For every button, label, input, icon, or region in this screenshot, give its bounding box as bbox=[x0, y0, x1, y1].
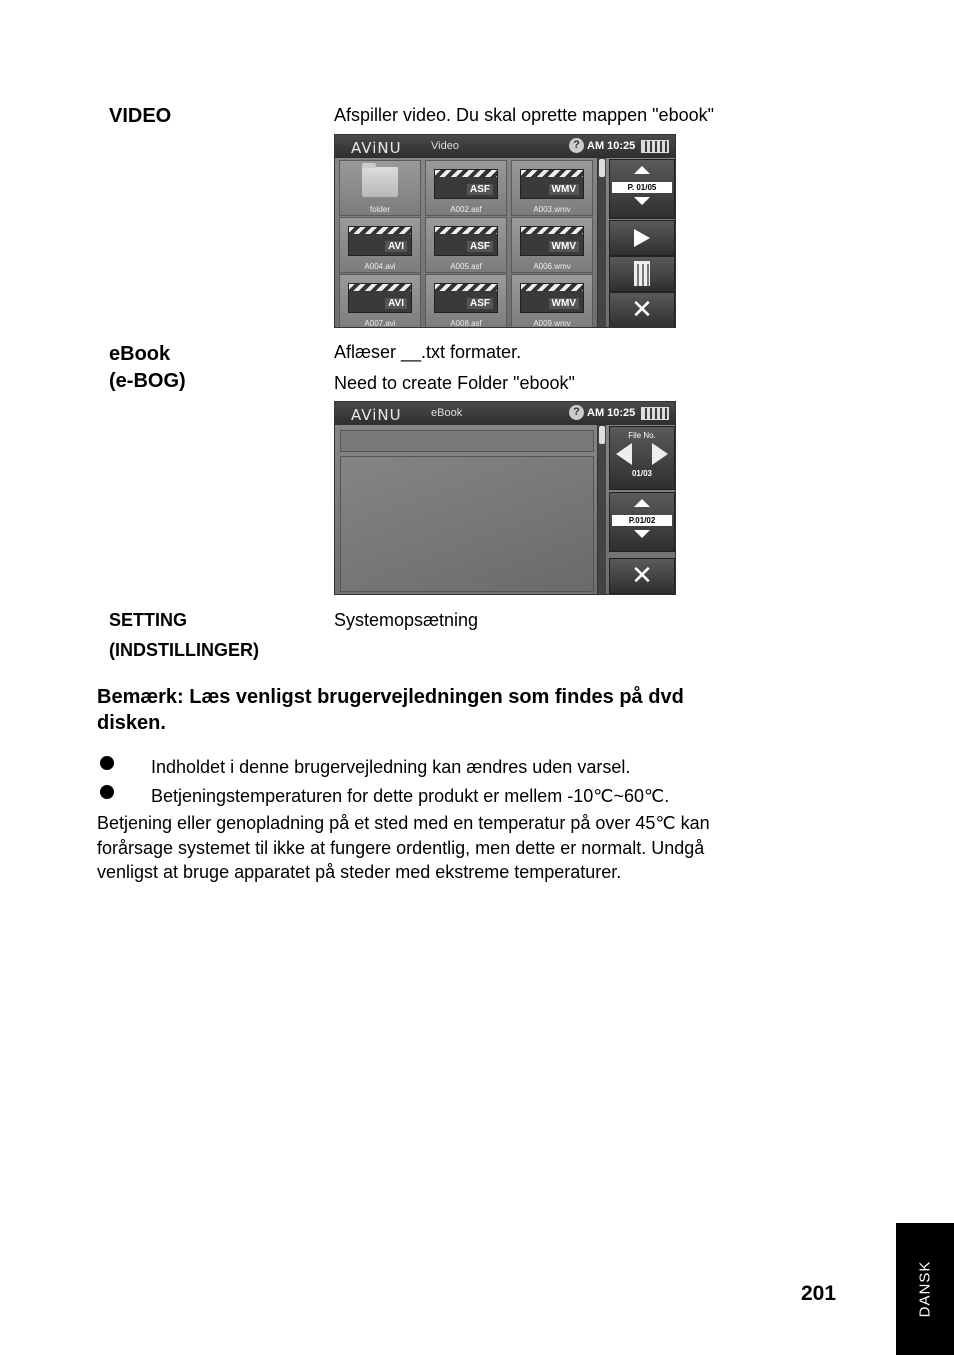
ebook-description: Aflæser __.txt formater. bbox=[334, 342, 522, 362]
prev-file-button[interactable] bbox=[616, 443, 632, 465]
bullet-text: Betjeningstemperaturen for dette produkt er mellem -10℃~60℃. bbox=[151, 786, 670, 806]
ebook-label: eBook bbox=[109, 343, 171, 365]
page-nav-panel bbox=[609, 492, 675, 552]
close-button[interactable] bbox=[609, 558, 675, 594]
mode-title: eBook bbox=[431, 407, 463, 419]
close-icon: ✕ bbox=[631, 295, 653, 325]
language-tab-label: DANSK bbox=[916, 1260, 934, 1318]
file-tile[interactable] bbox=[339, 217, 421, 273]
video-label: VIDEO bbox=[109, 105, 172, 127]
bullet-text: Indholdet i denne brugervejledning kan ændres uden varsel. bbox=[151, 757, 631, 777]
file-tile[interactable] bbox=[511, 160, 593, 216]
paragraph-line: venligst at bruge apparatet på steder med ekstreme temperaturer. bbox=[97, 862, 622, 882]
file-name: A005.asf bbox=[450, 262, 482, 271]
language-tab bbox=[896, 1223, 954, 1355]
ebook-topbar bbox=[335, 402, 675, 425]
note-heading: Bemærk: Læs venligst brugervejledningen som findes på dvd bbox=[97, 686, 684, 708]
close-icon: ✕ bbox=[631, 561, 653, 591]
up-arrow-icon bbox=[634, 499, 650, 507]
video-screenshot bbox=[334, 134, 676, 328]
file-number: 01/03 bbox=[631, 469, 653, 478]
battery-icon bbox=[641, 407, 669, 420]
page-up-button[interactable] bbox=[610, 499, 674, 507]
format-badge: AVI bbox=[385, 298, 407, 309]
format-badge: WMV bbox=[549, 298, 579, 309]
avinu-logo: AViNU bbox=[351, 139, 402, 157]
help-icon[interactable]: ? bbox=[569, 405, 584, 420]
page-indicator: P. 01/05 bbox=[612, 182, 672, 193]
file-tile[interactable] bbox=[511, 274, 593, 328]
file-nav-panel bbox=[609, 426, 675, 490]
bullet-dot bbox=[100, 785, 114, 799]
clapperboard-icon bbox=[520, 169, 584, 199]
clapperboard-icon bbox=[348, 226, 412, 256]
file-name: A002.asf bbox=[450, 205, 482, 214]
setting-label-sub: (INDSTILLINGER) bbox=[109, 640, 259, 660]
clock: AM 10:25 bbox=[587, 407, 636, 419]
file-name: A004.avi bbox=[364, 262, 396, 271]
scrollbar[interactable] bbox=[597, 158, 606, 327]
ebook-label-sub: (e-BOG) bbox=[109, 370, 186, 392]
file-name: A003.wmv bbox=[533, 205, 571, 214]
file-name: folder bbox=[369, 205, 390, 214]
video-description: Afspiller video. Du skal oprette mappen "ebook" bbox=[334, 105, 714, 125]
page-up-button[interactable] bbox=[610, 166, 674, 174]
setting-description: Systemopsætning bbox=[334, 610, 479, 630]
clapperboard-icon bbox=[434, 169, 498, 199]
file-tile[interactable] bbox=[339, 274, 421, 328]
clapperboard-icon bbox=[520, 226, 584, 256]
ebook-description-folder: Need to create Folder "ebook" bbox=[334, 373, 575, 393]
format-badge: WMV bbox=[549, 241, 579, 252]
clapperboard-icon bbox=[434, 283, 498, 313]
setting-label: SETTING bbox=[109, 610, 188, 630]
mode-title: Video bbox=[431, 140, 459, 152]
file-name: A006.wmv bbox=[533, 262, 571, 271]
page-number: 201 bbox=[801, 1282, 837, 1305]
file-name: A007.avi bbox=[364, 319, 396, 328]
file-no-label: File No. bbox=[628, 431, 656, 440]
play-button[interactable] bbox=[609, 220, 675, 256]
clapperboard-icon bbox=[520, 283, 584, 313]
video-topbar bbox=[335, 135, 675, 158]
ebook-text-area bbox=[340, 456, 594, 592]
page-down-button[interactable] bbox=[610, 530, 674, 538]
format-badge: WMV bbox=[549, 184, 579, 195]
bullet-dot bbox=[100, 756, 114, 770]
clock: AM 10:25 bbox=[587, 140, 636, 152]
file-tile[interactable] bbox=[425, 160, 507, 216]
ebook-screenshot bbox=[334, 401, 676, 595]
note-heading-cont: disken. bbox=[97, 712, 166, 734]
file-name: A008.asf bbox=[450, 319, 482, 328]
scrollbar-thumb[interactable] bbox=[599, 159, 605, 177]
scrollbar-thumb[interactable] bbox=[599, 426, 605, 444]
file-tile[interactable] bbox=[339, 160, 421, 216]
battery-icon bbox=[641, 140, 669, 153]
folder-icon bbox=[362, 167, 398, 197]
trash-icon bbox=[634, 261, 650, 286]
file-tile[interactable] bbox=[425, 274, 507, 328]
file-tile[interactable] bbox=[425, 217, 507, 273]
down-arrow-icon bbox=[634, 197, 650, 205]
up-arrow-icon bbox=[634, 166, 650, 174]
delete-button[interactable] bbox=[609, 256, 675, 292]
file-name: A009.wmv bbox=[533, 319, 571, 328]
clapperboard-icon bbox=[434, 226, 498, 256]
help-icon[interactable]: ? bbox=[569, 138, 584, 153]
close-button[interactable] bbox=[609, 292, 675, 328]
paragraph-line: Betjening eller genopladning på et sted med en temperatur på over 45℃ kan bbox=[97, 813, 710, 833]
page-nav-panel bbox=[609, 159, 675, 219]
format-badge: AVI bbox=[385, 241, 407, 252]
ebook-title-field bbox=[340, 430, 594, 452]
avinu-logo: AViNU bbox=[351, 406, 402, 424]
page-indicator: P.01/02 bbox=[612, 515, 672, 526]
next-file-button[interactable] bbox=[652, 443, 668, 465]
file-tile[interactable] bbox=[511, 217, 593, 273]
scrollbar[interactable] bbox=[597, 425, 606, 594]
format-badge: ASF bbox=[467, 184, 493, 195]
page-down-button[interactable] bbox=[610, 197, 674, 205]
paragraph-line: forårsage systemet til ikke at fungere ordentlig, men dette er normalt. Undgå bbox=[97, 838, 705, 858]
format-badge: ASF bbox=[467, 241, 493, 252]
down-arrow-icon bbox=[634, 530, 650, 538]
format-badge: ASF bbox=[467, 298, 493, 309]
play-icon bbox=[634, 229, 650, 247]
clapperboard-icon bbox=[348, 283, 412, 313]
